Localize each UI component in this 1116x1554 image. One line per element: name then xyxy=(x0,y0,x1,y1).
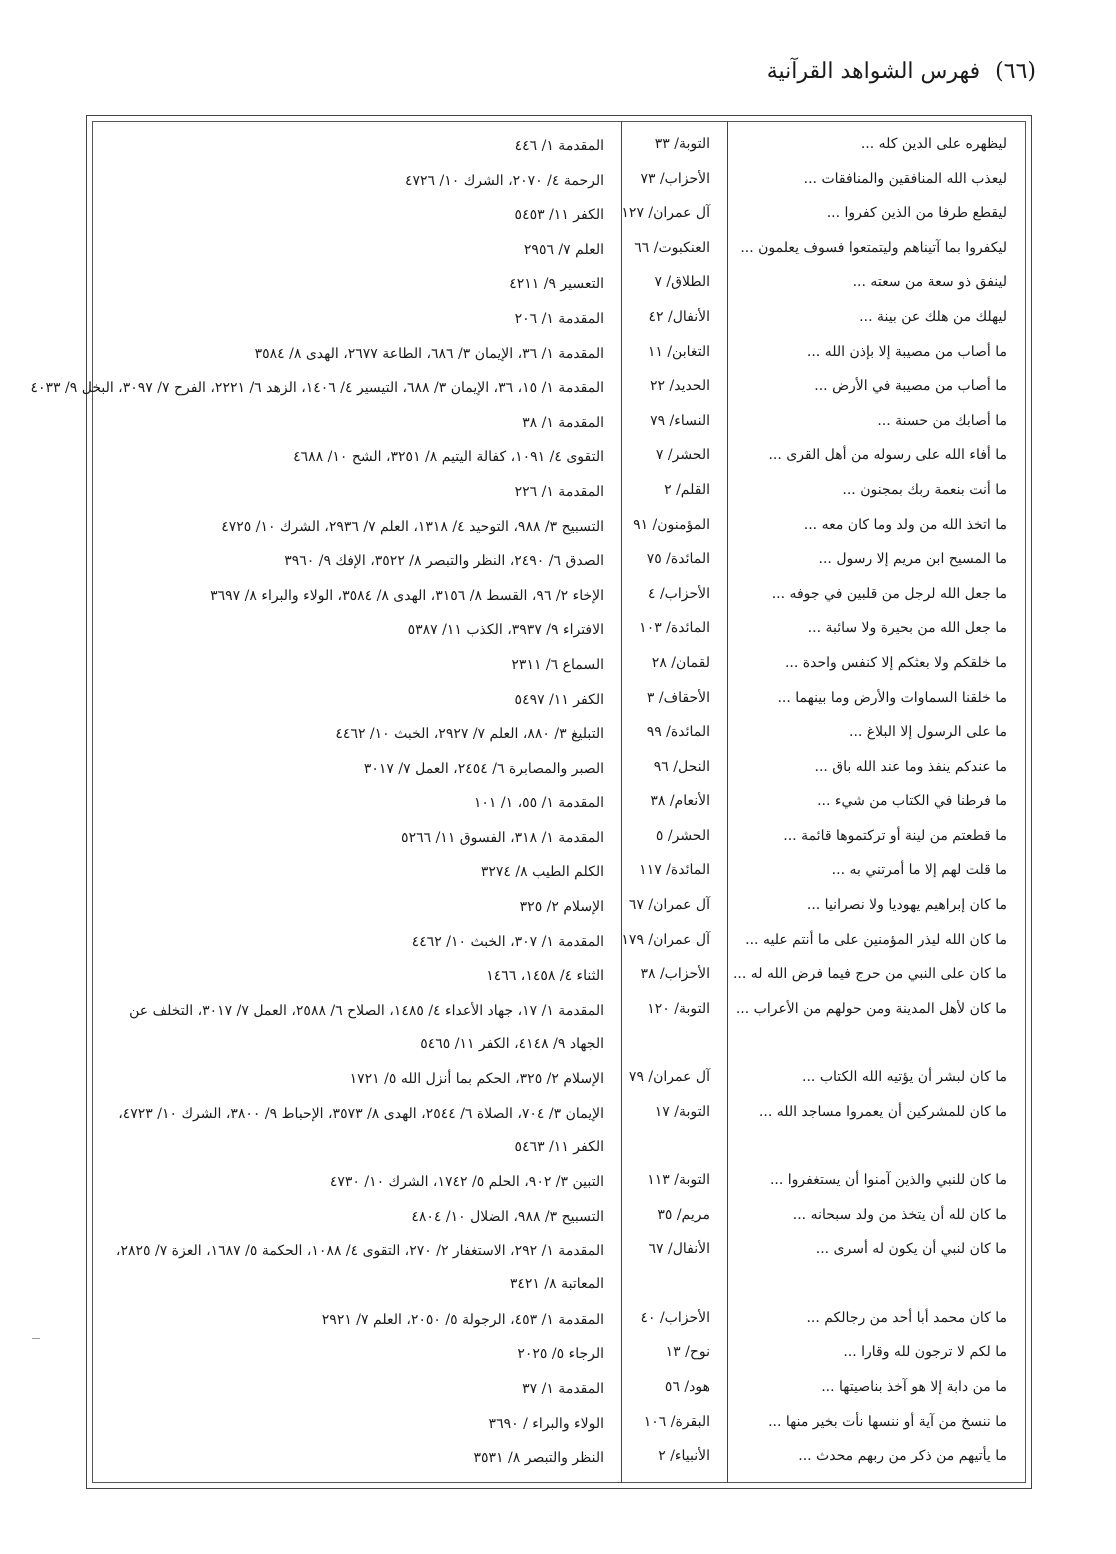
topic-references: المقدمة ١/ ١٧، جهاد الأعداء ٤/ ١٤٨٥، الصلاح ٦/ ٢٥٨٨، العمل ٧/ ٣٠١٧، التخلف عن الجهاد ٩/ ٤١٤٨، الكفر ١١/ ٥٤٦٥ xyxy=(129,1002,604,1052)
topic-references: المقدمة ١/ ١٥، ٣٦، الإيمان ٣/ ٦٨٨، التيسير ٤/ ١٤٠٦، الزهد ٦/ ٢٢٢١، الفرح ٧/ ٣٠٩٧، البخل ٩/ ٤٠٣٣ xyxy=(30,380,604,397)
topic-references: الرجاء ٥/ ٢٠٢٥ xyxy=(517,1346,604,1363)
topic-references: الإسلام ٢/ ٣٢٥ xyxy=(519,899,604,916)
table-row xyxy=(99,199,1019,234)
verse-phrase: ليقطع طرفا من الذين كفروا ... xyxy=(826,205,1007,222)
sura-reference: المائدة/ ١٠٣ xyxy=(639,620,710,637)
table-row xyxy=(99,787,1019,822)
table-row xyxy=(99,856,1019,891)
sura-reference: المؤمنون/ ٩١ xyxy=(633,516,710,533)
verse-phrase: ما فرطنا في الكتاب من شيء ... xyxy=(817,793,1007,810)
table-row xyxy=(99,822,1019,857)
margin-mark xyxy=(32,1338,40,1339)
verse-phrase: ما يأتيهم من ذكر من ربهم محدث ... xyxy=(798,1448,1007,1465)
table-row xyxy=(30,372,1019,407)
topic-references: المقدمة ١/ ٢٠٦ xyxy=(514,310,604,327)
table-row xyxy=(99,1166,1019,1201)
table-row xyxy=(99,1338,1019,1373)
table-row xyxy=(99,649,1019,684)
topic-references: الإخاء ٢/ ٩٦، القسط ٨/ ٣١٥٦، الهدى ٨/ ٣٥٨٤، الولاء والبراء ٨/ ٣٦٩٧ xyxy=(210,587,604,604)
topic-references: الصدق ٦/ ٢٤٩٠، النظر والتبصر ٨/ ٣٥٢٢، الإفك ٩/ ٣٩٦٠ xyxy=(284,553,604,570)
topic-references: الكفر ١١/ ٥٤٩٧ xyxy=(514,691,604,708)
topic-references: الثناء ٤/ ١٤٥٨، ١٤٦٦ xyxy=(486,968,604,985)
index-table xyxy=(30,130,1019,1477)
table-row xyxy=(99,580,1019,615)
verse-phrase: ما كان للمشركين أن يعمروا مساجد الله ... xyxy=(758,1103,1007,1120)
topic-references: المقدمة ١/ ٣١٨، الفسوق ١١/ ٥٢٦٦ xyxy=(401,829,604,846)
sura-reference: نوح/ ١٣ xyxy=(665,1344,710,1361)
table-row xyxy=(99,718,1019,753)
verse-phrase: ما ننسخ من آية أو ننسها نأت بخير منها ... xyxy=(768,1413,1007,1430)
table-row xyxy=(99,441,1019,476)
verse-phrase: ما كان لله أن يتخذ من ولد سبحانه ... xyxy=(792,1206,1007,1223)
topic-references: التقوى ٤/ ١٠٩١، كفالة اليتيم ٨/ ٣٢٥١، الشح ١٠/ ٤٦٨٨ xyxy=(293,449,604,466)
topic-references: الولاء والبراء / ٣٦٩٠ xyxy=(488,1415,604,1432)
sura-reference: لقمان/ ٢٨ xyxy=(651,654,710,671)
verse-phrase: ما كان الله ليذر المؤمنين على ما أنتم عليه ... xyxy=(745,931,1007,948)
sura-reference: البقرة/ ١٠٦ xyxy=(643,1413,710,1430)
sura-reference: المائدة/ ٩٩ xyxy=(646,724,710,741)
table-row xyxy=(99,1408,1019,1443)
page-header xyxy=(80,50,1036,94)
sura-reference: الأنعام/ ٣٨ xyxy=(650,793,710,810)
sura-reference: الأحزاب/ ٤٠ xyxy=(640,1309,710,1326)
verse-phrase: ما قطعتم من لينة أو تركتموها قائمة ... xyxy=(783,827,1007,844)
sura-reference: الحديد/ ٢٢ xyxy=(650,378,710,395)
page-number: (٦٦) xyxy=(995,59,1036,84)
topic-references: المقدمة ١/ ٥٥، ١/ ١٠١ xyxy=(473,795,604,812)
sura-reference: آل عمران/ ٧٩ xyxy=(628,1069,710,1086)
sura-reference: الأنبياء/ ٢ xyxy=(658,1448,710,1465)
page-title: فهرس الشواهد القرآنية xyxy=(766,59,981,84)
verse-phrase: ما جعل الله من بحيرة ولا سائبة ... xyxy=(807,620,1007,637)
sura-reference: التوبة/ ٣٣ xyxy=(654,136,710,152)
verse-phrase: ليعذب الله المنافقين والمنافقات ... xyxy=(803,170,1007,187)
table-row xyxy=(99,268,1019,303)
topic-references: المقدمة ١/ ٢٢٦ xyxy=(514,483,604,500)
table-row xyxy=(99,407,1019,442)
table-row xyxy=(99,303,1019,338)
sura-reference: الطلاق/ ٧ xyxy=(654,274,710,291)
sura-reference: التوبة/ ١٢٠ xyxy=(647,1000,710,1017)
table-row xyxy=(99,1201,1019,1236)
topic-references: الإسلام ٢/ ٣٢٥، الحكم بما أنزل الله ٥/ ١٧٢١ xyxy=(349,1071,604,1088)
sura-reference: هود/ ٥٦ xyxy=(664,1378,710,1395)
topic-references: الرحمة ٤/ ٢٠٧٠، الشرك ١٠/ ٤٧٢٦ xyxy=(405,172,604,189)
verse-phrase: ما أصابك من حسنة ... xyxy=(877,412,1007,429)
verse-phrase: ليظهره على الدين كله ... xyxy=(860,136,1007,152)
topic-references: الكفر ١١/ ٥٤٥٣ xyxy=(514,207,604,224)
sura-reference: القلم/ ٢ xyxy=(664,481,710,498)
topic-references: المقدمة ١/ ٣٦، الإيمان ٣/ ٦٨٦، الطاعة ٢٦٧٧، الهدى ٨/ ٣٥٨٤ xyxy=(254,345,604,362)
verse-phrase: ما اتخذ الله من ولد وما كان معه ... xyxy=(803,516,1007,533)
verse-phrase: ما كان لأهل المدينة ومن حولهم من الأعراب ... xyxy=(735,1000,1007,1017)
sura-reference: الأحزاب/ ٣٨ xyxy=(640,966,710,983)
table-row xyxy=(99,1373,1019,1408)
table-row xyxy=(99,545,1019,580)
verse-phrase: ما من دابة إلا هو آخذ بناصيتها ... xyxy=(821,1378,1007,1395)
verse-phrase: ما خلقكم ولا بعثكم إلا كنفس واحدة ... xyxy=(784,654,1007,671)
verse-phrase: ما خلقنا السماوات والأرض وما بينهما ... xyxy=(777,689,1007,706)
verse-phrase: ما كان على النبي من حرج فيما فرض الله له ... xyxy=(732,966,1007,983)
sura-reference: التوبة/ ١٧ xyxy=(654,1103,710,1120)
sura-reference: الأنفال/ ٤٢ xyxy=(648,308,710,325)
sura-reference: النساء/ ٧٩ xyxy=(650,412,710,429)
sura-reference: الأحقاف/ ٣ xyxy=(646,689,710,706)
sura-reference: النحل/ ٩٦ xyxy=(653,758,710,775)
table-row xyxy=(99,684,1019,719)
verse-phrase: ما على الرسول إلا البلاغ ... xyxy=(849,724,1007,741)
verse-phrase: ما أصاب من مصيبة في الأرض ... xyxy=(814,378,1007,395)
sura-reference: المائدة/ ٧٥ xyxy=(646,551,710,568)
topic-references: الكلم الطيب ٨/ ٣٢٧٤ xyxy=(480,864,604,881)
topic-references: التبين ٣/ ٩٠٢، الحلم ٥/ ١٧٤٢، الشرك ١٠/ ٤٧٣٠ xyxy=(329,1174,604,1191)
sura-reference: الأنفال/ ٦٧ xyxy=(648,1241,710,1258)
verse-phrase: لينفق ذو سعة من سعته ... xyxy=(852,274,1007,291)
sura-reference: الحشر/ ٧ xyxy=(655,447,710,464)
sura-reference: آل عمران/ ١٢٧ xyxy=(621,205,710,222)
table-row xyxy=(99,753,1019,788)
sura-reference: المائدة/ ١١٧ xyxy=(639,862,710,879)
table-row xyxy=(99,476,1019,511)
verse-phrase: ما كان للنبي والذين آمنوا أن يستغفروا ... xyxy=(769,1172,1007,1189)
topic-references: المقدمة ١/ ٣٨ xyxy=(522,414,604,431)
table-row xyxy=(99,511,1019,546)
table-row xyxy=(99,338,1019,373)
table-row xyxy=(99,960,1019,995)
sura-reference: العنكبوت/ ٦٦ xyxy=(634,239,710,256)
sura-reference: الأحزاب/ ٧٣ xyxy=(640,170,710,187)
topic-references: التسبيح ٣/ ٩٨٨، التوحيد ٤/ ١٣١٨، العلم ٧/ ٢٩٣٦، الشرك ١٠/ ٤٧٢٥ xyxy=(221,518,604,535)
verse-phrase: ما كان محمد أبا أحد من رجالكم ... xyxy=(806,1309,1007,1326)
verse-phrase: ليهلك من هلك عن بينة ... xyxy=(859,308,1007,325)
table-row xyxy=(99,891,1019,926)
sura-reference: آل عمران/ ٦٧ xyxy=(628,897,710,914)
verse-phrase: ما عندكم ينفذ وما عند الله باق ... xyxy=(814,758,1007,775)
topic-references: العلم ٧/ ٢٩٥٦ xyxy=(523,241,604,258)
topic-references: النظر والتبصر ٨/ ٣٥٣١ xyxy=(473,1450,604,1467)
table-row xyxy=(99,926,1019,961)
topic-references: المقدمة ١/ ٢٩٢، الاستغفار ٢/ ٢٧٠، التقوى ٤/ ١٠٨٨، الحكمة ٥/ ١٦٨٧، العزة ٧/ ٢٨٢٥، المعاتبة ٨/ ٣٤٢١ xyxy=(115,1243,604,1293)
table-row xyxy=(99,1063,1019,1098)
verse-phrase: ما أفاء الله على رسوله من أهل القرى ... xyxy=(768,447,1007,464)
verse-phrase: ما كان لبشر أن يؤتيه الله الكتاب ... xyxy=(802,1069,1007,1086)
topic-references: التسبيح ٣/ ٩٨٨، الضلال ١٠/ ٤٨٠٤ xyxy=(411,1208,604,1225)
topic-references: السماع ٦/ ٢٣١١ xyxy=(511,656,604,673)
sura-reference: آل عمران/ ١٧٩ xyxy=(621,931,710,948)
table-row xyxy=(99,995,1019,1063)
table-row xyxy=(99,1304,1019,1339)
topic-references: المقدمة ١/ ٣٧ xyxy=(522,1380,604,1397)
topic-references: المقدمة ١/ ٤٥٣، الرجولة ٥/ ٢٠٥٠، العلم ٧/ ٢٩٢١ xyxy=(321,1311,604,1328)
table-row xyxy=(99,130,1019,165)
verse-phrase: ما كان إبراهيم يهوديا ولا نصرانيا ... xyxy=(806,897,1007,914)
verse-phrase: ما أنت بنعمة ربك بمجنون ... xyxy=(842,481,1007,498)
verse-phrase: ما المسيح ابن مريم إلا رسول ... xyxy=(818,551,1007,568)
verse-phrase: ما أصاب من مصيبة إلا بإذن الله ... xyxy=(806,343,1007,360)
table-row xyxy=(99,1235,1019,1303)
topic-references: المقدمة ١/ ٣٠٧، الخبث ١٠/ ٤٤٦٢ xyxy=(411,933,604,950)
table-row xyxy=(99,1098,1019,1166)
verse-phrase: ما قلت لهم إلا ما أمرتني به ... xyxy=(831,862,1007,879)
table-row xyxy=(99,234,1019,269)
topic-references: الإيمان ٣/ ٧٠٤، الصلاة ٦/ ٢٥٤٤، الهدى ٨/ ٣٥٧٣، الإحباط ٩/ ٣٨٠٠، الشرك ١٠/ ٤٧٢٣، الكفر ١١/ ٥٤٦٣ xyxy=(118,1105,604,1155)
verse-phrase: ما كان لنبي أن يكون له أسرى ... xyxy=(815,1241,1007,1258)
table-row xyxy=(99,614,1019,649)
topic-references: الافتراء ٩/ ٣٩٣٧، الكذب ١١/ ٥٣٨٧ xyxy=(407,622,604,639)
verse-phrase: ليكفروا بما آتيناهم وليتمتعوا فسوف يعلمون ... xyxy=(740,239,1007,256)
sura-reference: الأحزاب/ ٤ xyxy=(647,585,710,602)
topic-references: الصبر والمصابرة ٦/ ٢٤٥٤، العمل ٧/ ٣٠١٧ xyxy=(363,760,604,777)
table-row xyxy=(99,1442,1019,1477)
verse-phrase: ما جعل الله لرجل من قلبين في جوفه ... xyxy=(771,585,1007,602)
topic-references: المقدمة ١/ ٤٤٦ xyxy=(514,138,604,154)
sura-reference: الحشر/ ٥ xyxy=(655,827,710,844)
sura-reference: التوبة/ ١١٣ xyxy=(647,1172,710,1189)
topic-references: التبليغ ٣/ ٨٨٠، العلم ٧/ ٢٩٢٧، الخبث ١٠/ ٤٤٦٢ xyxy=(335,726,604,743)
topic-references: التعسير ٩/ ٤٢١١ xyxy=(509,276,604,293)
verse-phrase: ما لكم لا ترجون لله وقارا ... xyxy=(843,1344,1007,1361)
sura-reference: التغابن/ ١١ xyxy=(647,343,710,360)
table-row xyxy=(99,165,1019,200)
sura-reference: مريم/ ٣٥ xyxy=(657,1206,710,1223)
